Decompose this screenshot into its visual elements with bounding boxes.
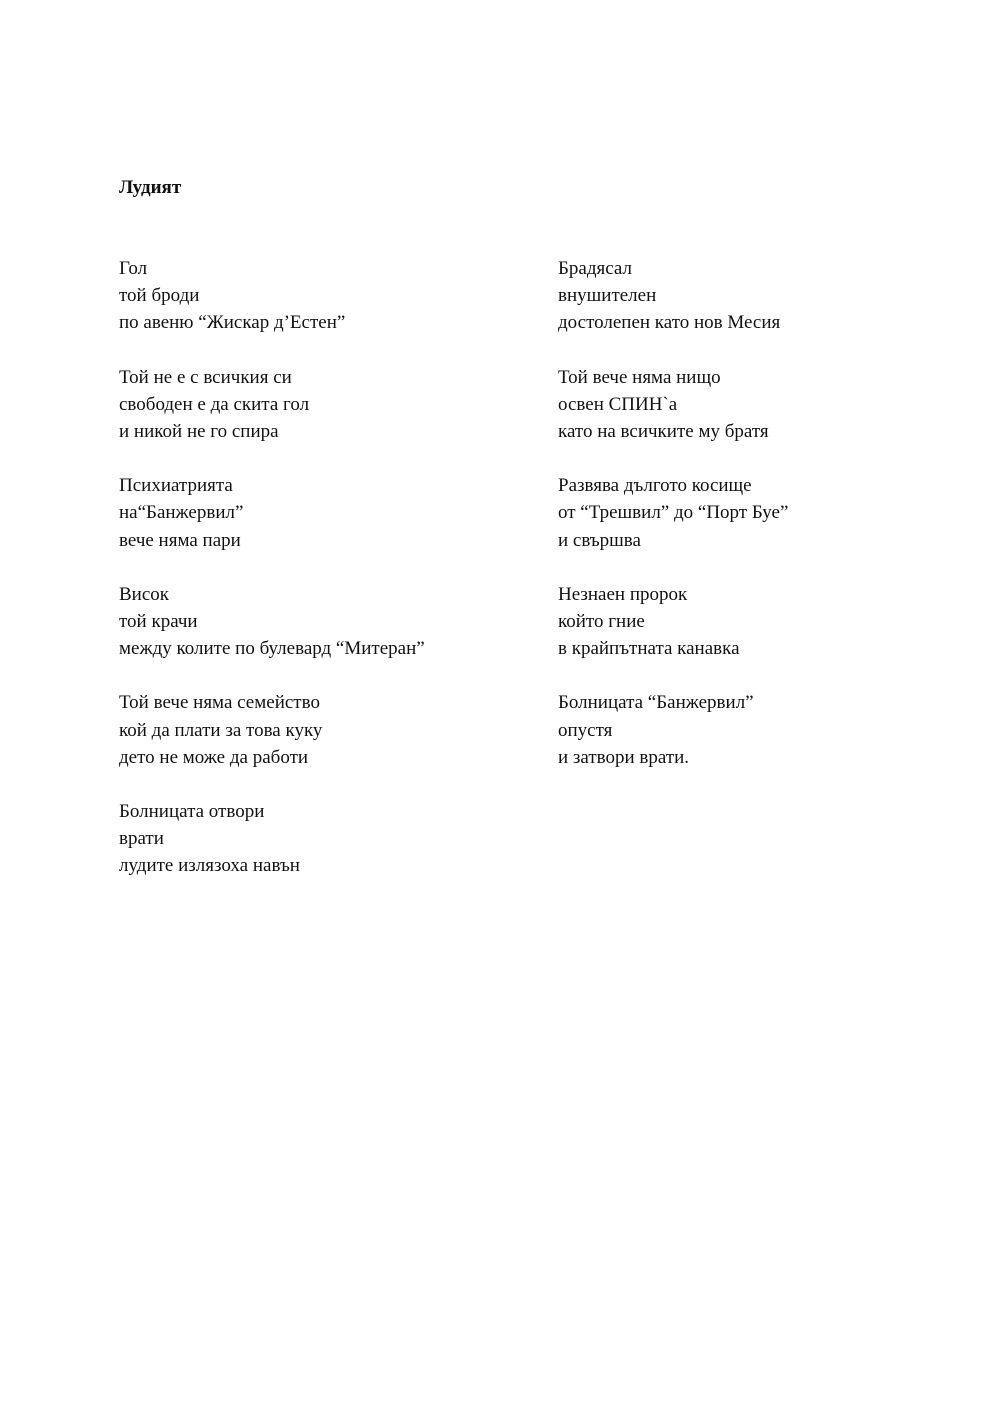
verse-line: той броди bbox=[119, 285, 200, 307]
verse-line: от “Трешвил” до “Порт Буе” bbox=[558, 502, 789, 524]
stanza bbox=[119, 689, 519, 771]
verse-line: Незнаен пророк bbox=[558, 583, 688, 605]
left-column bbox=[119, 255, 519, 907]
stanza bbox=[558, 689, 958, 771]
right-column bbox=[558, 255, 958, 798]
verse-line: по авеню “Жискар д’Естен” bbox=[119, 312, 346, 334]
verse-line: на“Банжервил” bbox=[119, 502, 244, 524]
verse-line: достолепен като нов Месия bbox=[558, 312, 781, 334]
verse-line: който гние bbox=[558, 611, 645, 633]
stanza bbox=[558, 255, 958, 337]
verse-line: освен СПИН`а bbox=[558, 393, 678, 415]
verse-line: Развява дългото косище bbox=[558, 475, 752, 497]
verse-line: като на всичките му братя bbox=[558, 421, 769, 443]
verse-line: дето не може да работи bbox=[119, 746, 309, 768]
stanza bbox=[119, 364, 519, 446]
verse-line: Болницата “Банжервил” bbox=[558, 692, 754, 714]
verse-line: и свършва bbox=[558, 529, 641, 551]
stanza bbox=[119, 472, 519, 554]
verse-line: опустя bbox=[558, 719, 613, 741]
poem-title: Лудият bbox=[119, 177, 182, 198]
verse-line: Болницата отвори bbox=[119, 801, 265, 823]
verse-line: лудите излязоха навън bbox=[119, 855, 300, 877]
verse-line: врати bbox=[119, 828, 164, 850]
stanza bbox=[558, 581, 958, 663]
verse-line: в крайпътната канавка bbox=[558, 638, 740, 660]
verse-line: Той вече няма нищо bbox=[558, 366, 721, 388]
stanza bbox=[558, 364, 958, 446]
stanza bbox=[119, 581, 519, 663]
verse-line: и никой не го спира bbox=[119, 421, 279, 443]
verse-line: и затвори врати. bbox=[558, 746, 690, 768]
stanza bbox=[119, 255, 519, 337]
stanza bbox=[558, 472, 958, 554]
verse-line: той крачи bbox=[119, 611, 198, 633]
verse-line: кой да плати за това куку bbox=[119, 719, 323, 741]
verse-line: Висок bbox=[119, 583, 170, 605]
stanza bbox=[119, 798, 519, 880]
verse-line: Гол bbox=[119, 258, 148, 279]
verse-line: свободен е да скита гол bbox=[119, 393, 310, 415]
verse-line: вече няма пари bbox=[119, 529, 241, 551]
verse-line: Психиатрията bbox=[119, 475, 233, 497]
verse-line: Той вече няма семейство bbox=[119, 692, 320, 714]
verse-line: между колите по булевард “Митеран” bbox=[119, 638, 425, 660]
verse-line: Брадясал bbox=[558, 258, 632, 279]
verse-line: Той не е с всичкия си bbox=[119, 366, 292, 388]
verse-line: внушителен bbox=[558, 285, 657, 307]
